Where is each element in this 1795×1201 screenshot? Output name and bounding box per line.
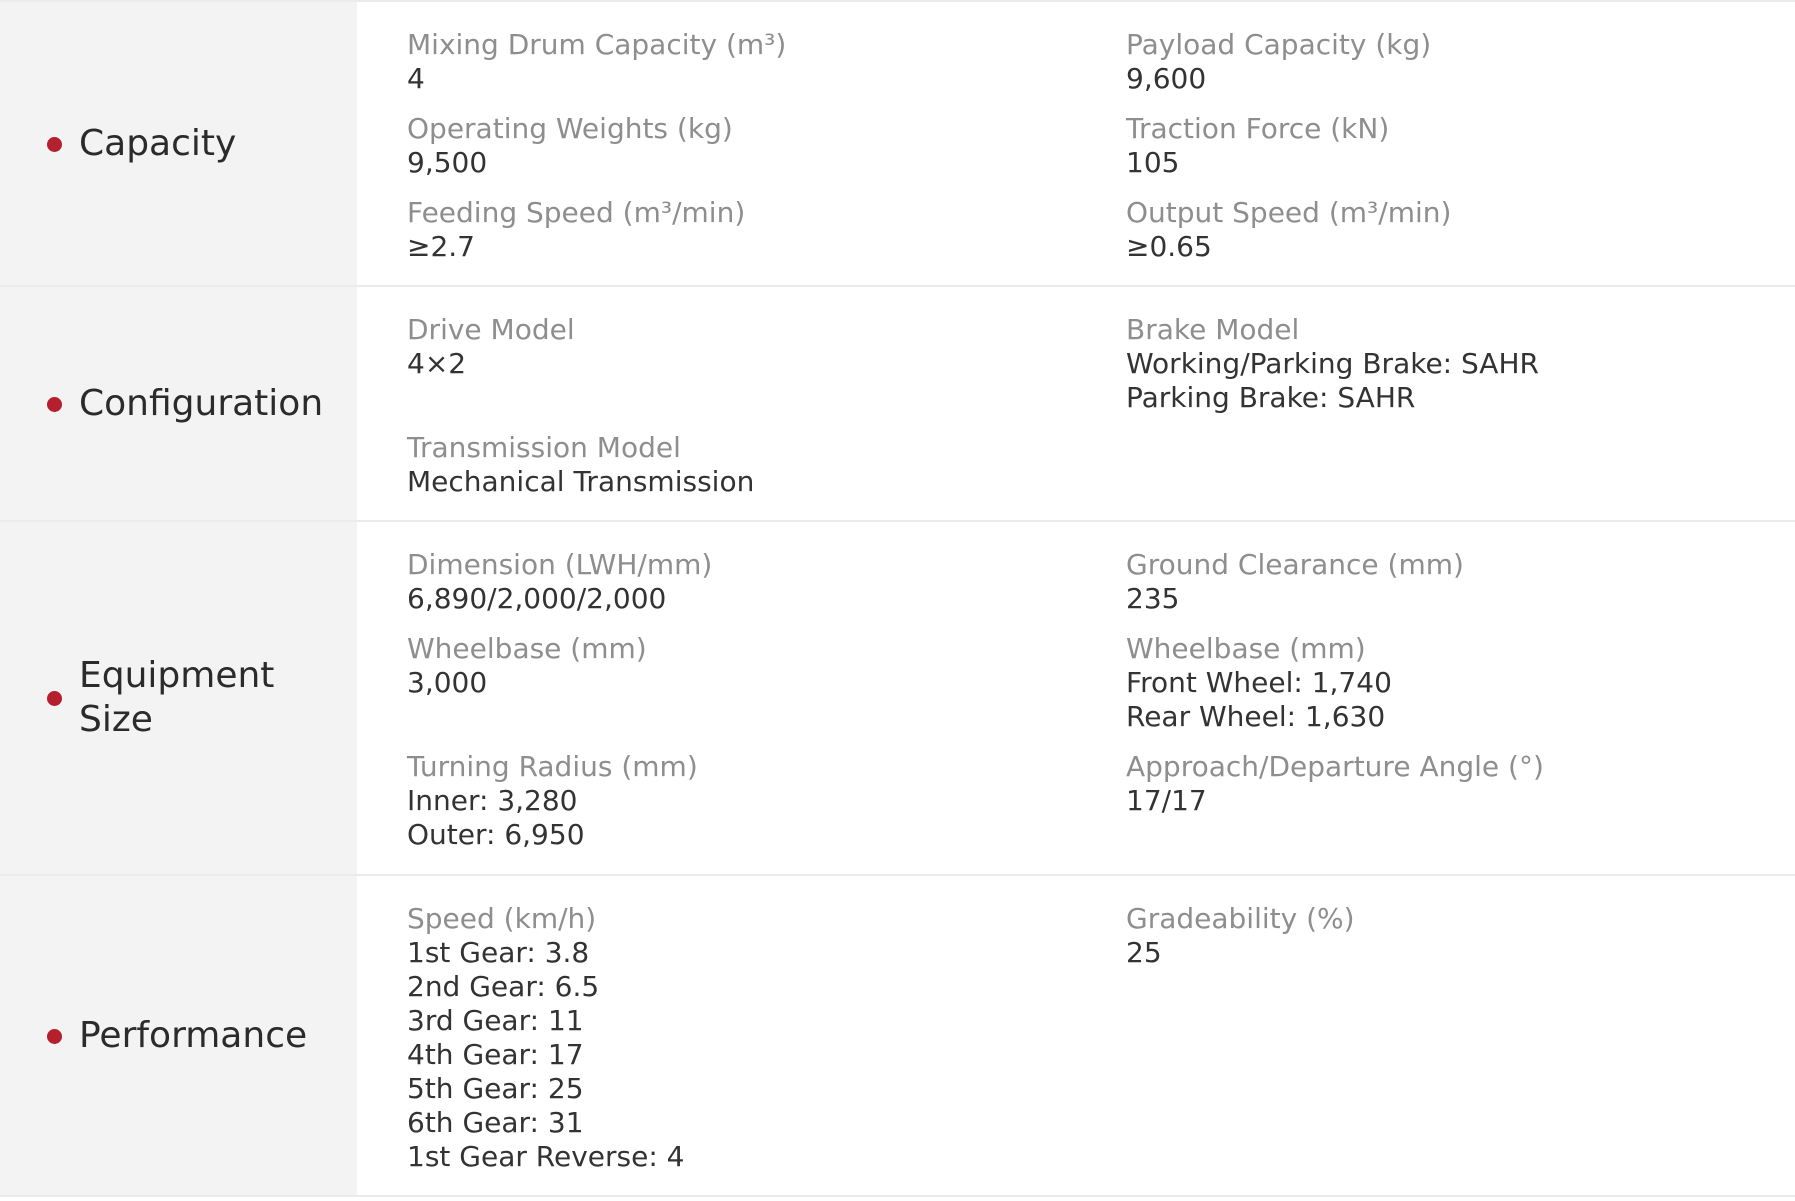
spec-label: Drive Model <box>407 313 575 346</box>
row-title: Capacity <box>79 122 237 164</box>
spec-value: 4×2 <box>407 347 467 380</box>
row-title: Configuration <box>79 382 324 424</box>
row-title: Equipment Size <box>79 655 275 740</box>
spec-column-left <box>407 902 1107 1190</box>
spec-value: 6th Gear: 31 <box>407 1106 584 1139</box>
spec-field <box>407 632 1107 700</box>
spec-value: Inner: 3,280 <box>407 784 578 817</box>
spec-value: 1st Gear Reverse: 4 <box>407 1140 685 1173</box>
spec-column-left <box>407 313 1107 515</box>
row-title: Performance <box>79 1014 308 1056</box>
spec-label: Speed (km/h) <box>407 902 597 935</box>
bullet-dot-icon <box>47 137 62 152</box>
spec-field <box>407 28 1107 96</box>
spec-value: 2nd Gear: 6.5 <box>407 970 600 1003</box>
spec-value: 25 <box>1126 936 1162 969</box>
spec-column-right <box>1126 28 1766 280</box>
spec-field <box>1126 902 1766 970</box>
spec-value: Mechanical Transmission <box>407 465 755 498</box>
spec-value: 9,600 <box>1126 62 1207 95</box>
spec-value: 3,000 <box>407 666 488 699</box>
row-content <box>357 2 1795 285</box>
spec-field <box>1126 196 1766 264</box>
spec-label: Ground Clearance (mm) <box>1126 548 1464 581</box>
spec-label: Mixing Drum Capacity (m³) <box>407 28 787 61</box>
spec-label: Payload Capacity (kg) <box>1126 28 1432 61</box>
spec-field <box>1126 632 1766 734</box>
spec-value: 235 <box>1126 582 1180 615</box>
spec-field <box>407 548 1107 616</box>
spec-field <box>407 750 1107 852</box>
spec-value: 4 <box>407 62 425 95</box>
spec-value: Front Wheel: 1,740 <box>1126 666 1392 699</box>
spec-value: 9,500 <box>407 146 488 179</box>
spec-column-left <box>407 548 1107 868</box>
spec-field <box>1126 548 1766 616</box>
spec-value: ≥2.7 <box>407 230 475 263</box>
spec-field <box>1126 313 1766 415</box>
spec-label: Transmission Model <box>407 431 681 464</box>
spec-value: 17/17 <box>1126 784 1207 817</box>
row-label-cell <box>0 2 357 285</box>
spec-label: Approach/Departure Angle (°) <box>1126 750 1544 783</box>
spec-label: Traction Force (kN) <box>1126 112 1390 145</box>
spec-field <box>407 313 1107 381</box>
spec-value: Parking Brake: SAHR <box>1126 381 1416 414</box>
spec-label: Gradeability (%) <box>1126 902 1355 935</box>
row-content <box>357 876 1795 1195</box>
bullet-dot-icon <box>47 691 62 706</box>
spec-label: Feeding Speed (m³/min) <box>407 196 746 229</box>
spec-field <box>1126 112 1766 180</box>
bullet-dot-icon <box>47 397 62 412</box>
spec-value: ≥0.65 <box>1126 230 1212 263</box>
spec-value: Rear Wheel: 1,630 <box>1126 700 1386 733</box>
spec-field <box>407 196 1107 264</box>
spec-field <box>407 112 1107 180</box>
spec-column-left <box>407 28 1107 280</box>
spec-value: 5th Gear: 25 <box>407 1072 584 1105</box>
spec-value: 6,890/2,000/2,000 <box>407 582 667 615</box>
spec-label: Operating Weights (kg) <box>407 112 733 145</box>
spec-column-right <box>1126 902 1766 986</box>
spec-value: Working/Parking Brake: SAHR <box>1126 347 1539 380</box>
spec-row-configuration <box>0 287 1795 522</box>
spec-label: Turning Radius (mm) <box>407 750 698 783</box>
spec-field <box>407 431 1107 499</box>
spec-value: 1st Gear: 3.8 <box>407 936 590 969</box>
spec-value: Outer: 6,950 <box>407 818 585 851</box>
spec-value: 4th Gear: 17 <box>407 1038 584 1071</box>
spec-field <box>407 902 1107 1174</box>
row-label-cell <box>0 522 357 874</box>
spec-label: Dimension (LWH/mm) <box>407 548 713 581</box>
bullet-dot-icon <box>47 1029 62 1044</box>
spec-field <box>1126 750 1766 818</box>
spec-label: Wheelbase (mm) <box>1126 632 1366 665</box>
spec-column-right <box>1126 313 1766 431</box>
spec-row-performance <box>0 876 1795 1197</box>
spec-row-equipment-size <box>0 522 1795 876</box>
spec-label: Output Speed (m³/min) <box>1126 196 1452 229</box>
spec-label: Brake Model <box>1126 313 1300 346</box>
row-label-cell <box>0 287 357 520</box>
spec-label: Wheelbase (mm) <box>407 632 647 665</box>
spec-value: 3rd Gear: 11 <box>407 1004 584 1037</box>
spec-field <box>1126 28 1766 96</box>
spec-value: 105 <box>1126 146 1180 179</box>
row-label-cell <box>0 876 357 1195</box>
row-content <box>357 522 1795 874</box>
spec-column-right <box>1126 548 1766 834</box>
spec-row-capacity <box>0 2 1795 287</box>
row-content <box>357 287 1795 520</box>
